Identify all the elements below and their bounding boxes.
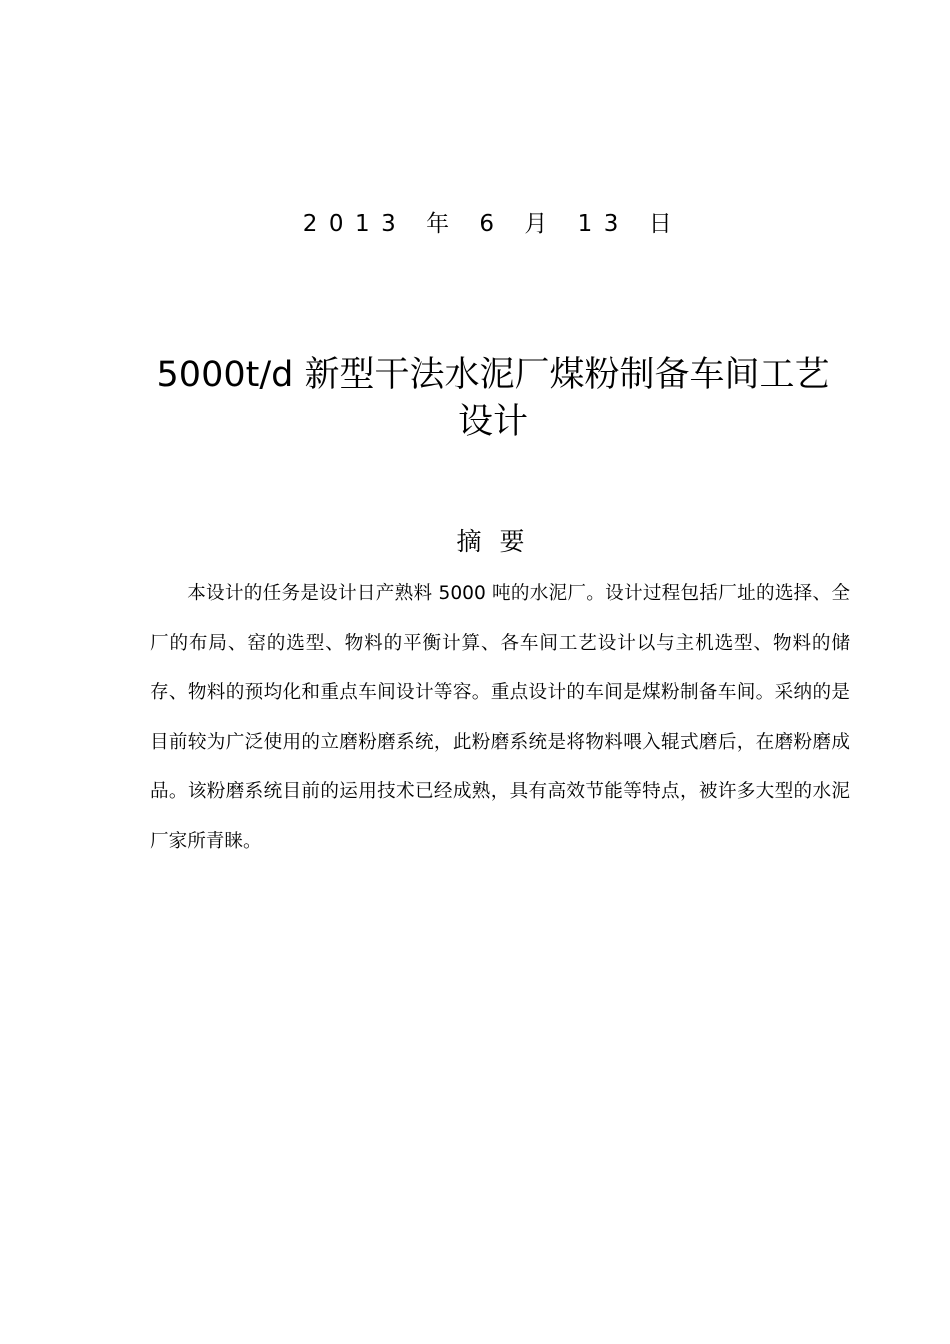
- document-date: 2013 年 6 月 13 日: [302, 211, 684, 237]
- abstract-heading: 摘 要: [456, 527, 530, 556]
- document-title: 5000t/d 新型干法水泥厂煤粉制备车间工艺设计: [156, 355, 830, 442]
- abstract-body: 本设计的任务是设计日产熟料 5000 吨的水泥厂。设计过程包括厂址的选择、全厂的布局、窑的选型、物料的平衡计算、各车间工艺设计以与主机选型、物料的储存、物料的预均化和重点车间设计等容。重点设计的车间是煤粉制备车间。采纳的是目前较为广泛使用的立磨粉磨系统，此粉磨系统是将物料喂入辊式磨后，在磨粉磨成品。该粉磨系统目前的运用技术已经成熟，具有高效节能等特点，被许多大型的水泥厂家所青睐。: [150, 583, 850, 852]
